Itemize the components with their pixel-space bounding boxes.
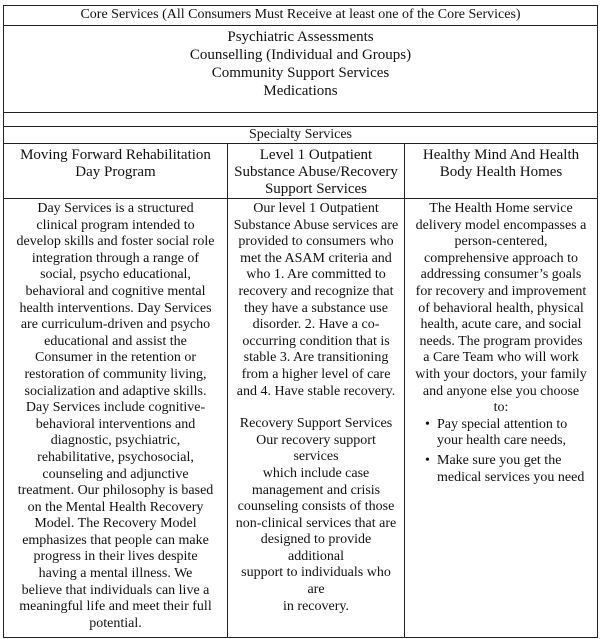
body-text-line: in recovery.: [283, 598, 349, 614]
column-body-day-program: [4, 199, 228, 638]
column-body-outpatient: [228, 199, 405, 638]
body-text-line: behavioral and cognitive mental: [25, 283, 206, 299]
column-title-outpatient: [228, 144, 405, 199]
body-text-line: recovery and recognize that: [238, 283, 394, 299]
body-text-line: stable 3. Are transitioning: [243, 350, 389, 366]
body-text-line: develop skills and foster social role: [16, 234, 215, 250]
body-text-line: potential.: [89, 615, 142, 631]
body-text-line: Recovery Support Services: [239, 416, 393, 432]
body-text-line: to:: [493, 400, 509, 416]
core-service-item: Counselling (Individual and Groups): [189, 47, 412, 63]
specialty-services-header: Specialty Services: [4, 127, 598, 144]
body-text-line: believe that individuals can live a: [21, 582, 210, 598]
body-text-line: counseling consists of those: [237, 499, 395, 515]
body-text-line: Consumer in the retention or: [35, 350, 196, 366]
bullet-text-line: your health care needs,: [437, 433, 567, 449]
body-text-line: Model. The Recovery Model: [34, 516, 197, 532]
body-text-line: and anyone else you choose: [422, 383, 580, 399]
bullet-icon: •: [425, 416, 430, 432]
body-text-line: diagnostic, psychiatric,: [50, 433, 181, 449]
body-text-line: a Care Team who will work: [423, 350, 579, 366]
body-text-line: on the Mental Health Recovery: [27, 499, 204, 515]
body-text-line: behavioral interventions and: [35, 416, 196, 432]
core-services-header: Core Services (All Consumers Must Receive at least one of the Core Services): [4, 6, 598, 26]
body-text-line: educational and assist the: [44, 333, 187, 349]
body-text-line: with your doctors, your family: [415, 366, 587, 382]
body-text-line: health, acute care, and social: [420, 317, 582, 333]
body-text-line: of behavioral health, physical: [418, 300, 584, 316]
body-text-line: from a higher level of care: [241, 366, 391, 382]
body-text-line: health interventions. Day Services: [19, 300, 212, 316]
body-text-line: management and crisis: [251, 482, 381, 498]
body-text-line: delivery model encompasses a: [415, 217, 587, 233]
body-text-line: restoration of community living,: [24, 366, 207, 382]
body-text-line: met the ASAM criteria and: [240, 250, 392, 266]
body-text-line: social, psycho educational,: [40, 267, 191, 283]
paragraph-gap: [232, 400, 400, 416]
body-text-line: non-clinical services that are: [235, 515, 397, 531]
body-text-line: integration through a range of: [31, 250, 200, 266]
body-text-line: emphasizes that people can make: [22, 532, 209, 548]
body-text-line: having a mental illness. We: [38, 566, 193, 582]
body-text-line: meaningful life and meet their full: [19, 599, 212, 615]
body-text-line: addressing consumer’s goals: [420, 267, 582, 283]
body-text-line: clinical program intended to: [36, 217, 195, 233]
body-text-line: Day Services include cognitive-: [25, 400, 206, 416]
body-text-line: comprehensive approach to: [424, 250, 578, 266]
body-text-line: which include case: [262, 465, 370, 481]
bullet-text-line: Pay special attention to: [437, 416, 568, 432]
core-service-item: Psychiatric Assessments: [227, 29, 374, 45]
body-text-line: for recovery and improvement: [415, 283, 587, 299]
body-text-line: disorder. 2. Have a co-: [252, 317, 380, 333]
column-title-line: Substance Abuse/Recovery: [234, 164, 398, 180]
body-text-line: support to individuals who are: [241, 565, 391, 598]
body-text-line: Our level 1 Outpatient: [253, 201, 379, 216]
body-text-line: are curriculum-driven and psycho: [20, 317, 211, 333]
body-text-line: who 1. Are committed to: [246, 267, 386, 283]
table-spacer: [4, 113, 598, 127]
body-text-line: Day Services is a structured: [37, 201, 194, 216]
services-table: [3, 5, 598, 638]
body-text-line: rehabilitative, psychosocial,: [37, 449, 194, 465]
body-text-line: person-centered,: [454, 234, 548, 250]
core-services-list: [4, 26, 598, 113]
column-title-line: Body Health Homes: [439, 164, 563, 180]
bullet-icon: •: [425, 452, 430, 468]
column-title-line: Level 1 Outpatient: [259, 147, 373, 163]
body-text-line: Our recovery support services: [256, 432, 376, 465]
body-text-line: needs. The program provides: [419, 333, 583, 349]
core-service-item: Community Support Services: [211, 65, 390, 81]
body-text-line: progress in their lives despite: [33, 549, 198, 565]
column-body-health-homes: [405, 199, 598, 638]
body-text-line: The Health Home service: [429, 201, 573, 216]
column-title-line: Moving Forward Rehabilitation: [20, 147, 211, 163]
column-title-line: Healthy Mind And Health: [422, 147, 580, 163]
bullet-item: [409, 453, 593, 486]
bullet-list: [409, 417, 593, 486]
column-title-line: Day Program: [75, 164, 156, 180]
column-title-day-program: [4, 144, 228, 199]
column-title-line: Support Services: [264, 181, 368, 197]
bullet-text-line: medical services you need: [437, 469, 585, 485]
column-title-health-homes: [405, 144, 598, 199]
body-text-line: Substance Abuse services are: [233, 217, 399, 233]
body-text-line: they have a substance use: [244, 300, 388, 316]
body-text-line: treatment. Our philosophy is based: [17, 483, 214, 499]
bullet-text-line: Make sure you get the: [437, 452, 562, 468]
body-text-line: counseling and adjunctive: [42, 466, 189, 482]
body-text-line: provided to consumers who: [238, 234, 394, 250]
body-text-line: designed to provide additional: [260, 532, 372, 564]
body-text-line: and 4. Have stable recovery.: [236, 383, 396, 399]
body-text-line: occurring condition that is: [242, 333, 390, 349]
body-text-line: socialization and adaptive skills.: [24, 383, 207, 399]
core-service-item: Medications: [263, 83, 338, 99]
bullet-item: [409, 417, 593, 450]
